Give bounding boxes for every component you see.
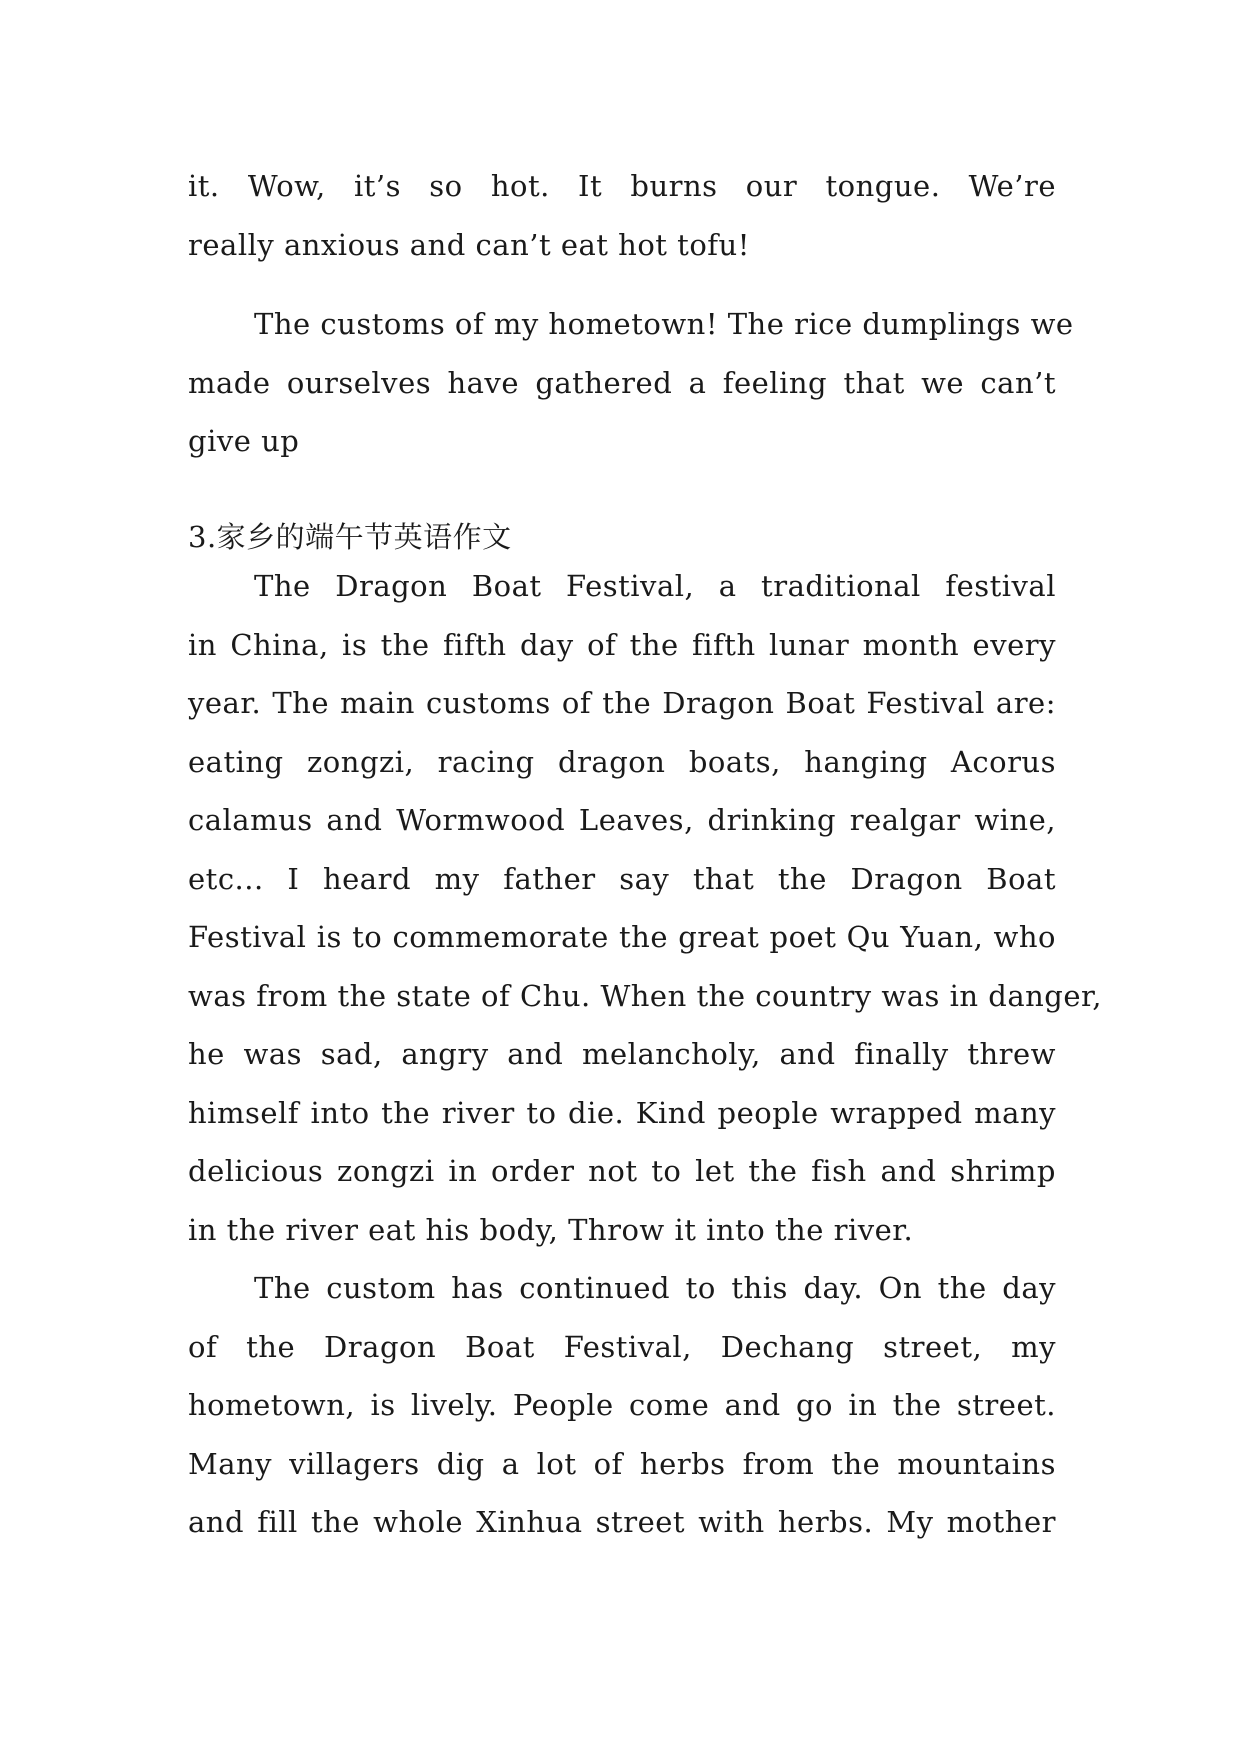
text-line: Many villagers dig a lot of herbs from the mountains [188,1446,1056,1481]
text-line: of the Dragon Boat Festival, Dechang street, my [188,1329,1056,1364]
document-page [188,0,1102,1754]
text-line: delicious zongzi in order not to let the fish and shrimp [188,1154,1056,1188]
text-line: The custom has continued to this day. On the day [254,1271,1056,1305]
paragraph-custom-continued [188,1259,1056,1552]
text-line: it. Wow, it’s so hot. It burns our tongue. We’re [188,169,1056,203]
text-line: Festival is to commemorate the great poet Qu Yuan, who [188,920,1056,954]
text-line: he was sad, angry and melancholy, and finally threw [188,1037,1056,1071]
text-line: was from the state of Chu. When the country was in danger, [188,978,1102,1013]
text-line: calamus and Wormwood Leaves, drinking realgar wine, [188,803,1056,837]
paragraph-hot-tofu [188,157,1056,274]
paragraph-dragon-boat-festival [188,557,1102,1259]
text-line: give up [188,424,300,458]
text-line: in China, is the fifth day of the fifth lunar month every [188,627,1056,662]
text-line: hometown, is lively. People come and go in the street. [188,1388,1056,1422]
text-line: etc... I heard my father say that the Dragon Boat [188,861,1056,896]
text-line: really anxious and can’t eat hot tofu! [188,227,750,262]
text-line: himself into the river to die. Kind people wrapped many [188,1095,1056,1130]
text-line: and fill the whole Xinhua street with herbs. My mother [188,1505,1056,1539]
paragraph-customs-of-hometown [188,295,1074,471]
text-line: made ourselves have gathered a feeling that we can’t [188,365,1056,400]
text-line: eating zongzi, racing dragon boats, hanging Acorus [188,744,1056,779]
text-line: year. The main customs of the Dragon Boat Festival are: [188,686,1056,720]
text-line: The customs of my hometown! The rice dumplings we [254,307,1074,341]
section-heading: 3.家乡的端午节英语作文 [188,520,512,554]
text-line: The Dragon Boat Festival, a traditional festival [254,569,1056,603]
text-line: in the river eat his body, Throw it into the river. [188,1212,914,1247]
